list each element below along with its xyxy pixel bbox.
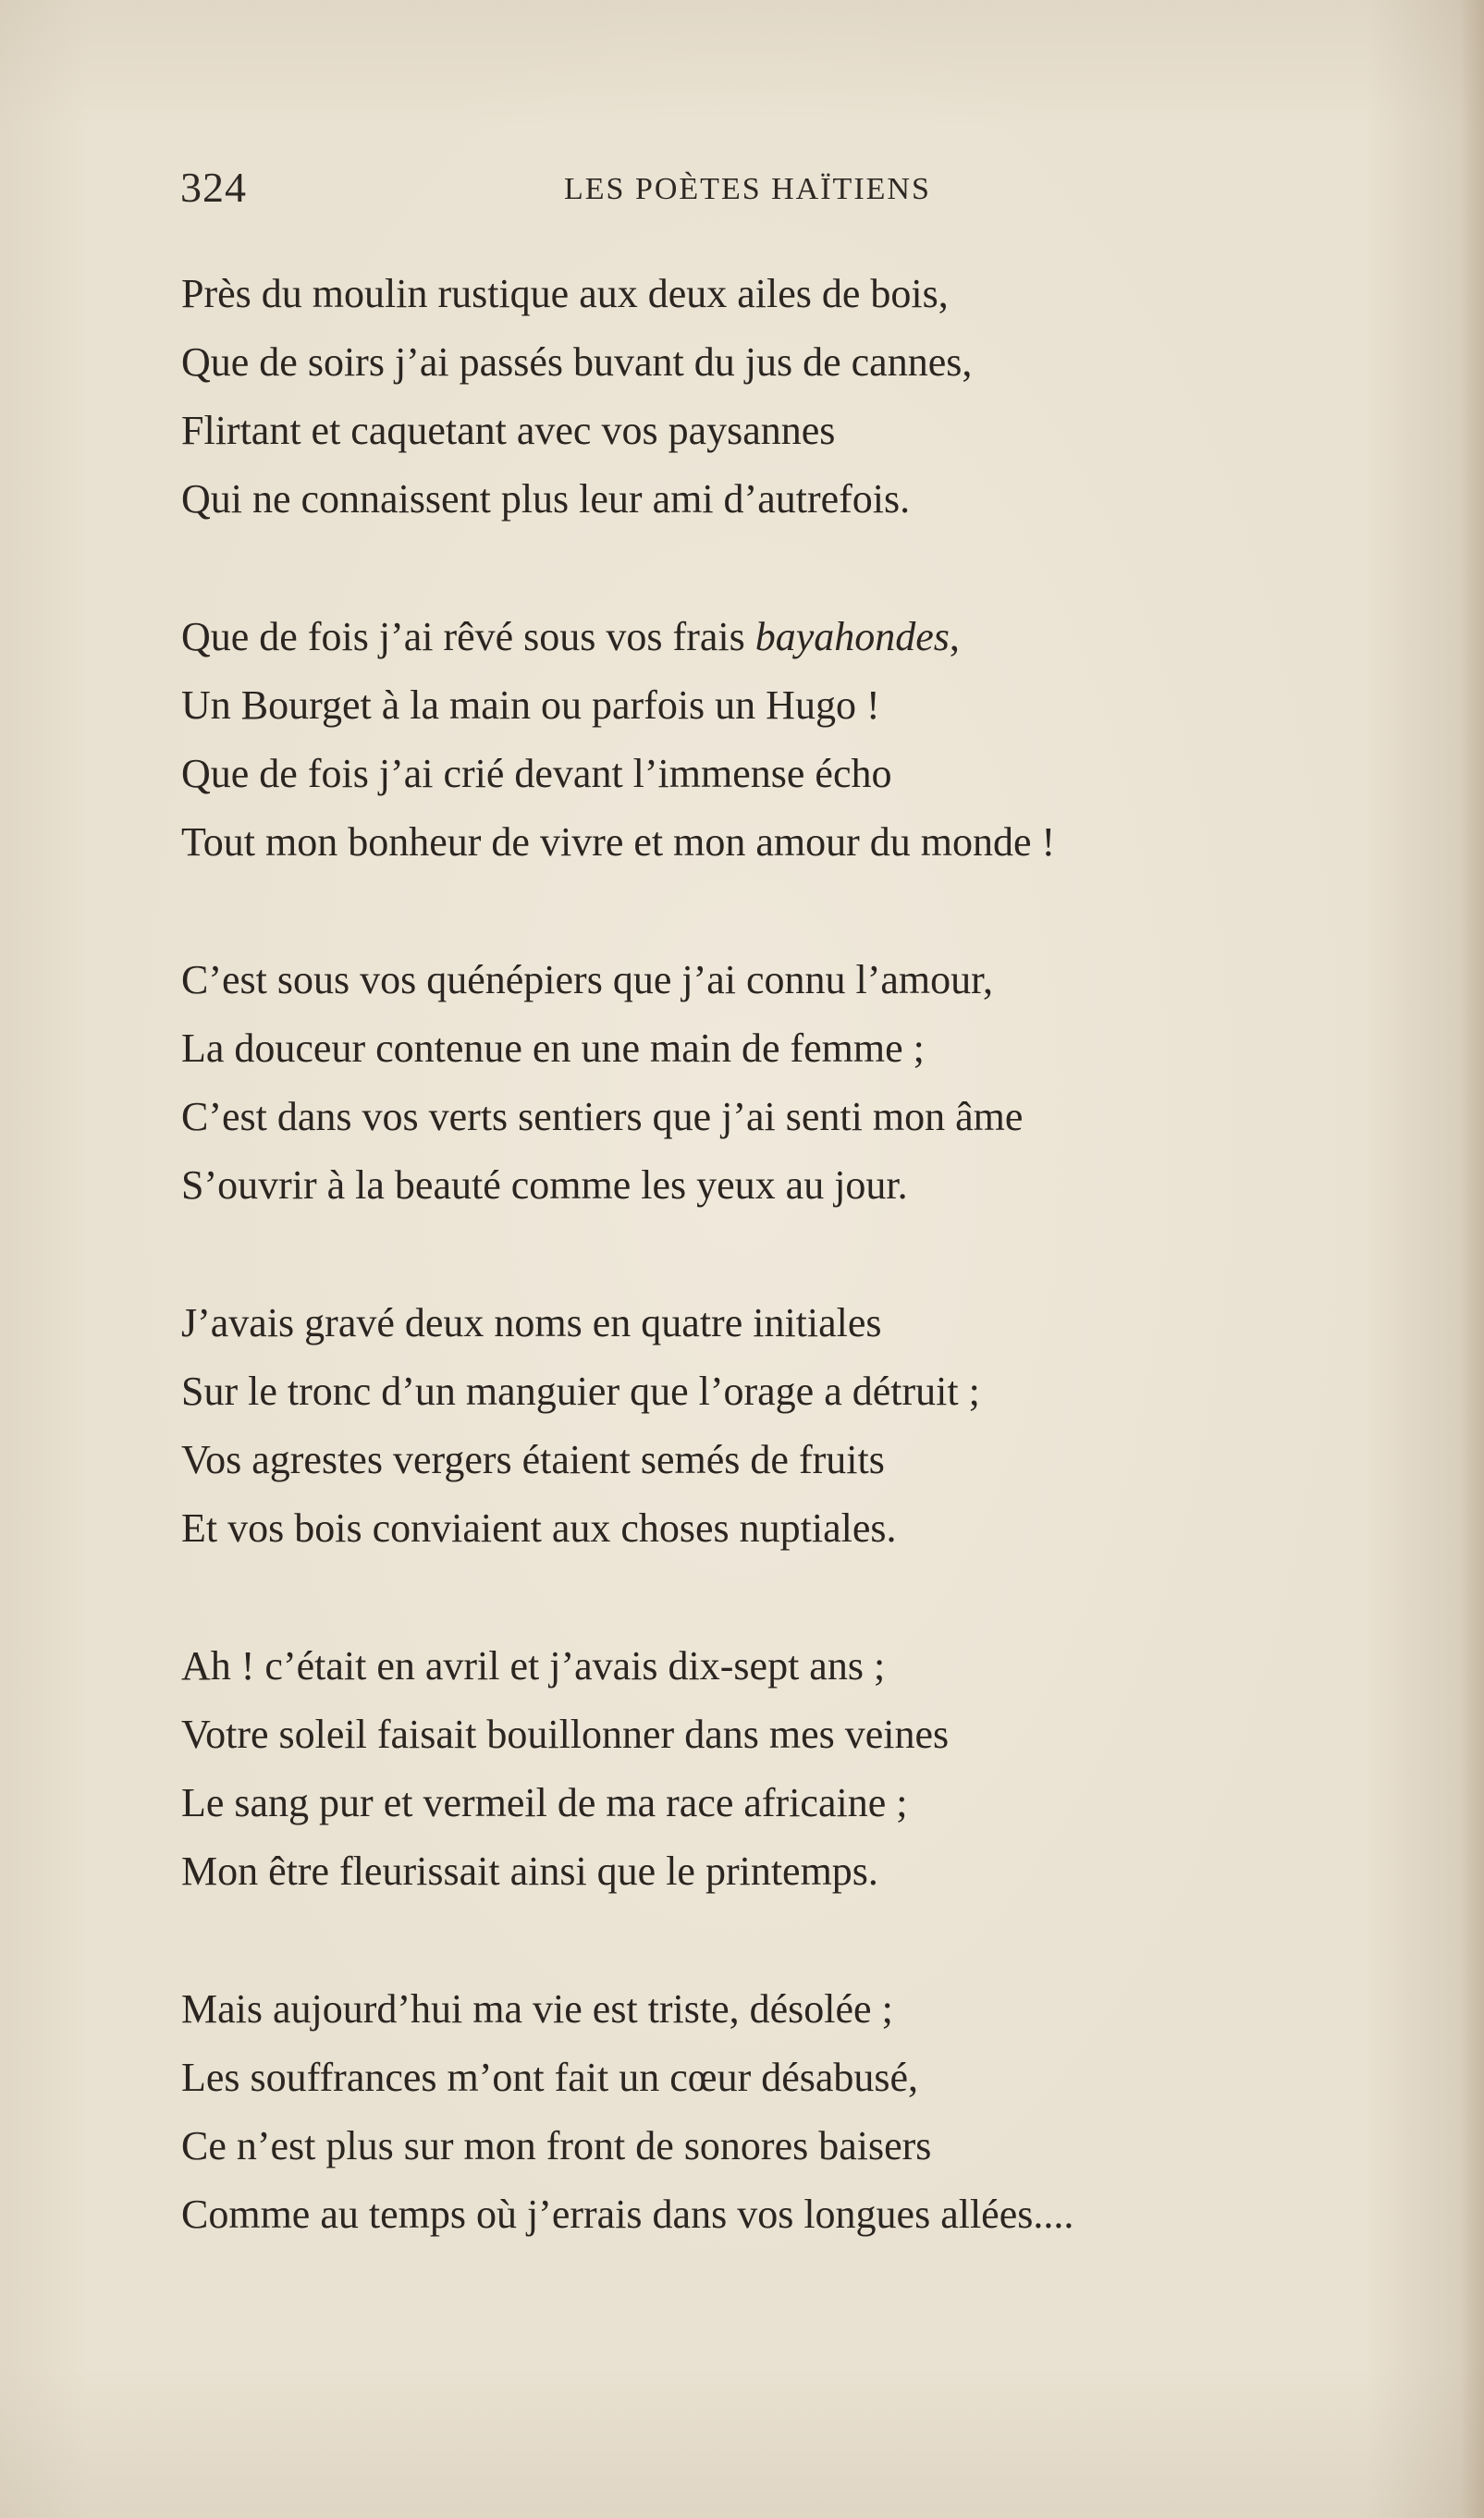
stanza-4: [181, 1289, 1420, 1563]
stanza-2: [181, 603, 1420, 877]
poem-line-punctuation: ,: [949, 614, 960, 659]
stanza-3: [181, 946, 1420, 1220]
poem-line: Un Bourget à la main ou parfois un Hugo !: [181, 682, 880, 728]
poem-line: Mais aujourd’hui ma vie est triste, désolée ;: [181, 1986, 893, 2032]
poem-line: Les souffrances m’ont fait un cœur désabusé,: [181, 2055, 919, 2100]
poem-line: Et vos bois conviaient aux choses nuptiales.: [181, 1505, 897, 1551]
poem-line: Flirtant et caquetant avec vos paysannes: [181, 408, 836, 453]
poem-line: La douceur contenue en une main de femme ;: [181, 1026, 925, 1071]
running-head: [180, 163, 1382, 227]
poem-line: Mon être fleurissait ainsi que le printemps.: [181, 1849, 878, 1894]
poem-line: Que de fois j’ai crié devant l’immense écho: [181, 751, 892, 796]
poem-line: Comme au temps où j’errais dans vos longues allées....: [181, 2192, 1074, 2237]
poem-line-text: Que de fois j’ai rêvé sous vos frais: [181, 614, 755, 659]
poem-line: S’ouvrir à la beauté comme les yeux au jour.: [181, 1162, 908, 1208]
poem-line: Près du moulin rustique aux deux ailes de bois,: [181, 271, 949, 316]
poem-line: Le sang pur et vermeil de ma race africaine ;: [181, 1780, 908, 1825]
poem-line: Vos agrestes vergers étaient semés de fruits: [181, 1437, 885, 1482]
poem-line: Qui ne connaissent plus leur ami d’autrefois.: [181, 476, 911, 522]
poem-line: Votre soleil faisait bouillonner dans mes veines: [181, 1712, 950, 1757]
poem-line: C’est dans vos verts sentiers que j’ai senti mon âme: [181, 1094, 1024, 1139]
italic-word: bayahondes: [754, 614, 950, 659]
poem-line: Ah ! c’était en avril et j’avais dix-sept ans ;: [181, 1643, 886, 1689]
poem-line: C’est sous vos quénépiers que j’ai connu l’amour,: [181, 957, 994, 1002]
poem-line: Que de soirs j’ai passés buvant du jus de cannes,: [181, 339, 973, 385]
poem-line: J’avais gravé deux noms en quatre initiales: [181, 1300, 882, 1345]
running-title: LES POÈTES HAÏTIENS: [564, 172, 931, 206]
stanza-1: [181, 260, 1420, 534]
poem-body: [181, 260, 1420, 2318]
stanza-5: [181, 1632, 1420, 1906]
poem-line: Ce n’est plus sur mon front de sonores baisers: [181, 2123, 932, 2168]
stanza-6: [181, 1975, 1420, 2249]
poem-line: [181, 603, 1420, 671]
page-number: 324: [180, 164, 247, 211]
poem-line: Sur le tronc d’un manguier que l’orage a détruit ;: [181, 1369, 980, 1414]
poem-line: Tout mon bonheur de vivre et mon amour du monde !: [181, 819, 1056, 865]
page-edge-shadow: [1460, 0, 1484, 2518]
